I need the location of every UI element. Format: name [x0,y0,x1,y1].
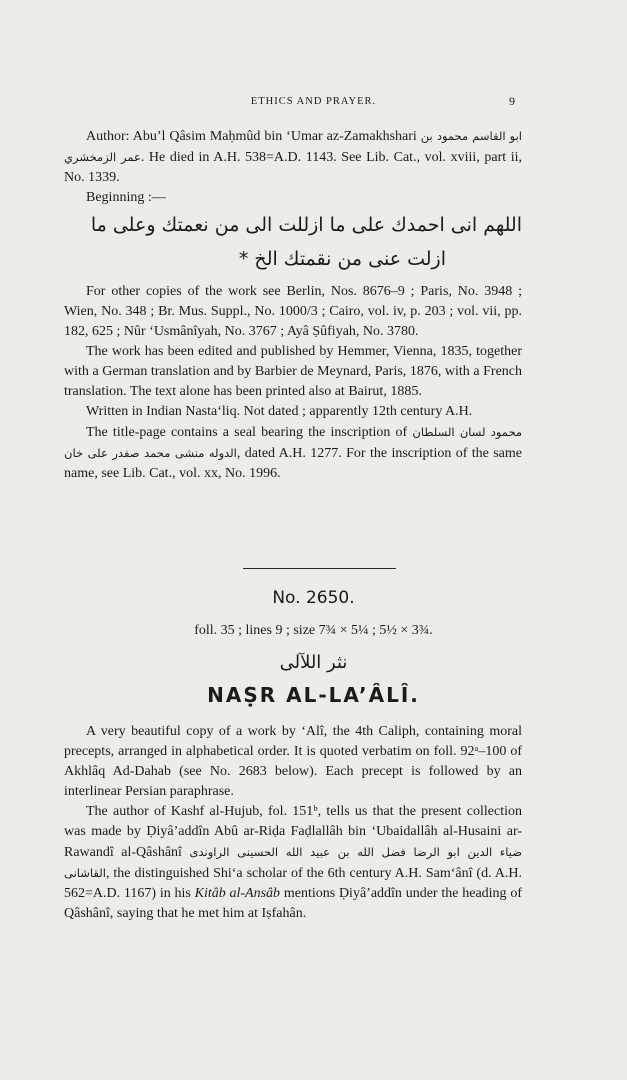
page-number: 9 [509,94,515,108]
script-paragraph: Written in Indian Nasta‘liq. Not dated ; apparently 12th century A.H. [86,404,473,419]
book-title: Kitâb al-Ansâb [194,886,281,901]
title-arabic: نثر اللآلى [279,652,348,673]
seal-arabic-1: لسان السلطان [412,425,486,439]
author-arabic: ابو القاسم محمود بن عمر الزمخشري [64,129,522,164]
seal-tail: , dated A.H. 1277. For the inscription of the same name, see Lib. Cat., vol. xx, No. 1996. [64,446,522,481]
edition-paragraph: The work has been edited and published by Hemmer, Vienna, 1835, together with a German translation and by Barbier de Meynard, Paris, 1876, with a French translation. The text alone has been printed also at Bairut, 1885. [64,344,522,399]
para2-mid: , the distinguished Shi‘a scholar of the 6th century A.H. Sam‘ânî (d. A.H. 562=A.D. 1167) in his [64,866,522,901]
section-divider [243,568,396,569]
para2-arabic: ضياء الدين ابو الرضا فضل الله بن عبيد الله الحسينى الراوندى القاشانى [64,845,522,880]
running-title: ETHICS AND PRAYER. [250,96,377,107]
seal-paragraph [64,422,522,484]
seal-arabic-2: محمود الدوله منشی محمد صفدر علی خان [64,425,523,460]
beginning-label: Beginning :— [86,190,166,205]
entry-number: No. 2650. [272,588,355,608]
description-paragraph-1: A very beautiful copy of a work by ‘Alî, the 4th Caliph, containing moral precepts, arranged in alphabetical order. It is quoted verbatim on foll. 92ᵃ–100 of Akhlâq Ad-Dahab (see No. 2683 below). Each precept is followed by an interlinear Persian paraphrase. [64,724,522,799]
para2-lead: The author of Kashf al-Hujub, fol. 151ᵇ, tells us that the present collection was made by Ḍiyâ’addîn Abû ar-Riḍa Faḍlallâh bin ‘Ubaidallâh al-Husaini ar-Rawandî al-Qâshânî [64,804,522,860]
previous-entry [64,126,522,484]
beginning-arabic-line-1: اللهم انی احمدك على ما ازللت الى من نعمتك وعلى ما [90,214,522,236]
entry-description [64,722,522,924]
title-latin: NAṢR AL-LA’ÂLÎ. [207,683,420,707]
author-lead: Author: Abu’l Qâsim Maḥmûd bin ‘Umar az-Zamakhshari [86,129,417,144]
other-copies-paragraph: For other copies of the work see Berlin, Nos. 8676–9 ; Paris, No. 3948 ; Wien, No. 348 ; Br. Mus. Suppl., No. 1000/3 ; Cairo, vol. iv, p. 203 ; vol. vii, pp. 182, 625 ; Nûr ‘Usmânîyah, No. 3767 ; Ayâ Ṣûfiyah, No. 3780. [64,284,522,339]
author-paragraph [64,126,522,188]
description-paragraph-2 [64,802,522,924]
para2-tail: mentions Ḍiyâ’addîn under the heading of Qâshânî, saying that he met him at Iṣfahân. [64,886,522,921]
entry-specs: foll. 35 ; lines 9 ; size 7¾ × 5¼ ; 5½ × 3¾. [194,623,433,638]
died-text: . He died in A.H. 538=A.D. 1143. See Lib. Cat., vol. xviii, part ii, No. 1339. [64,150,523,185]
seal-lead: The title-page contains a seal bearing the inscription of [86,425,408,440]
beginning-arabic-line-2: ازلت عنى من نقمتك الخ * [238,248,446,270]
